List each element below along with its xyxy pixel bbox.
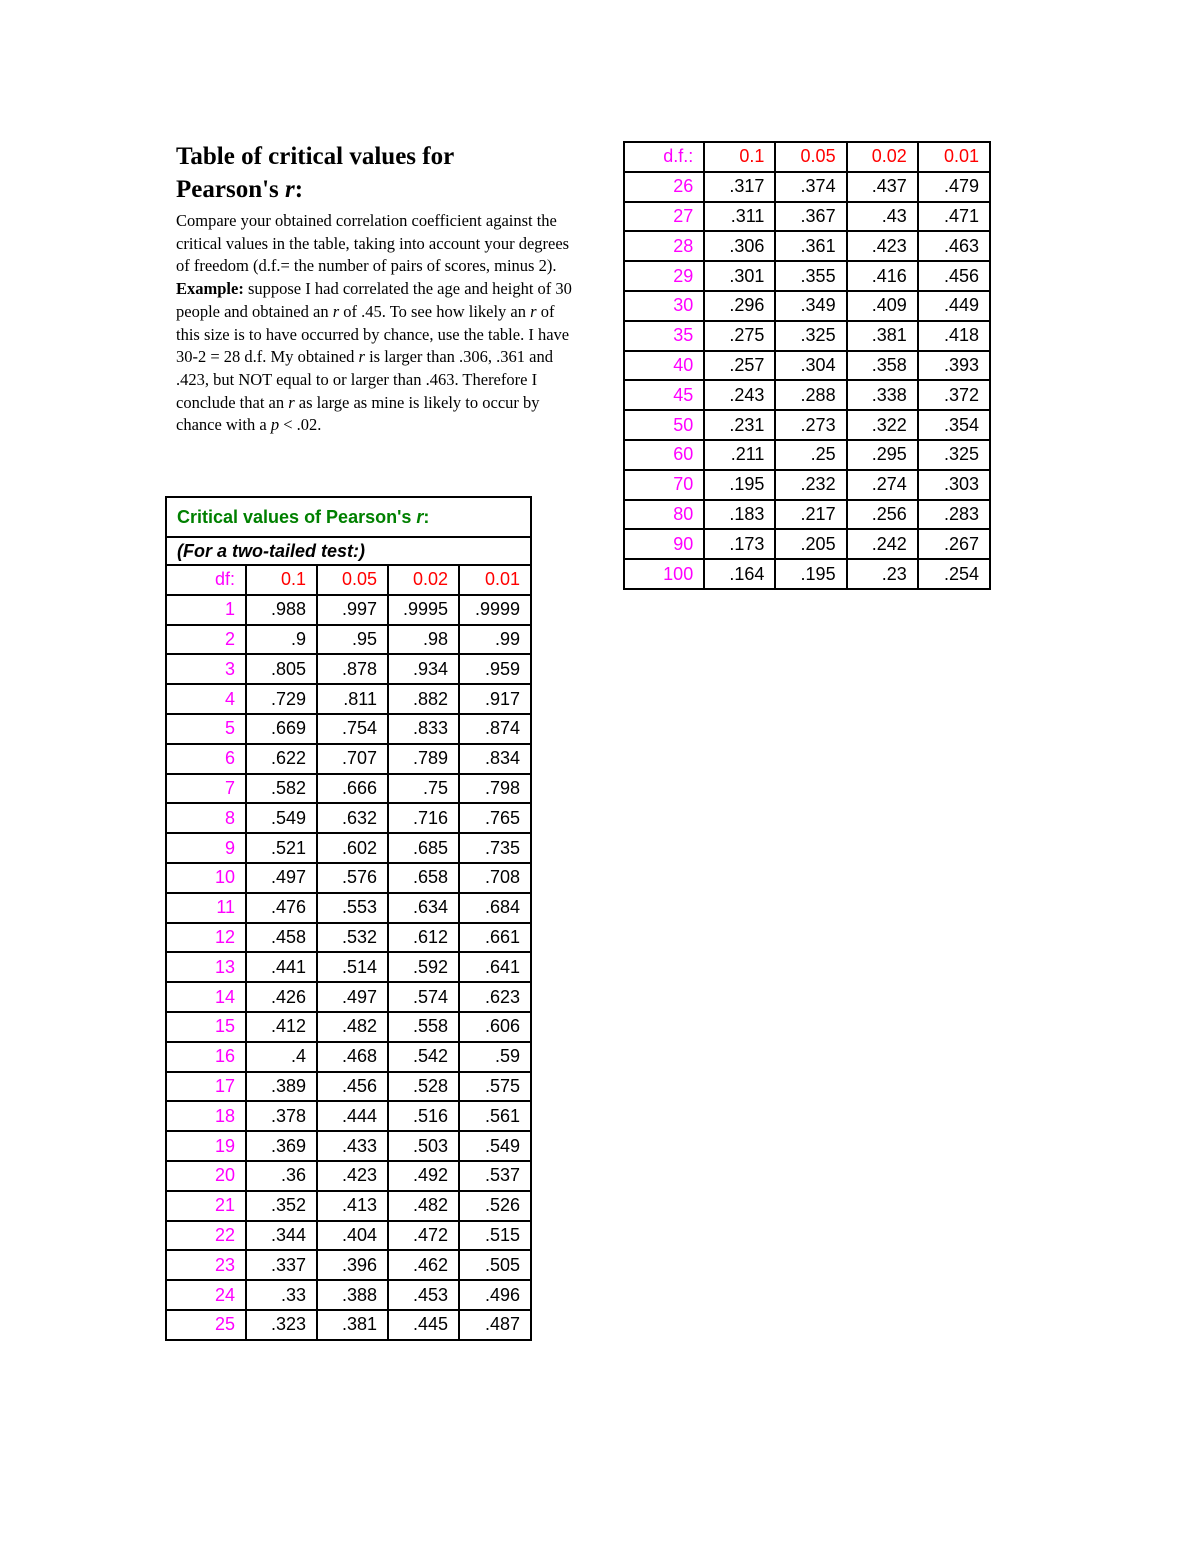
df-cell: 25 xyxy=(166,1310,246,1340)
critical-value-cell: .195 xyxy=(704,470,775,500)
critical-value-cell: .396 xyxy=(317,1250,388,1280)
header-row xyxy=(166,565,531,595)
example-text-f: < .02. xyxy=(279,415,322,435)
df-cell: 35 xyxy=(624,321,704,351)
critical-value-cell: .99 xyxy=(459,625,531,655)
table-row xyxy=(166,833,531,863)
critical-value-cell: .242 xyxy=(847,529,918,559)
table-row xyxy=(624,559,990,589)
critical-value-cell: .934 xyxy=(388,654,459,684)
df-cell: 70 xyxy=(624,470,704,500)
critical-value-cell: .666 xyxy=(317,774,388,804)
critical-value-cell: .33 xyxy=(246,1280,317,1310)
critical-value-cell: .482 xyxy=(388,1191,459,1221)
critical-value-cell: .476 xyxy=(246,893,317,923)
critical-value-cell: .707 xyxy=(317,744,388,774)
alpha-header-cell: 0.02 xyxy=(847,142,918,172)
critical-value-cell: .98 xyxy=(388,625,459,655)
table-row xyxy=(166,952,531,982)
critical-value-cell: .521 xyxy=(246,833,317,863)
critical-value-cell: .295 xyxy=(847,440,918,470)
df-cell: 90 xyxy=(624,529,704,559)
critical-value-cell: .917 xyxy=(459,684,531,714)
table-row xyxy=(166,714,531,744)
table-row xyxy=(166,1221,531,1251)
table-row xyxy=(166,595,531,625)
example-r-4: r xyxy=(288,392,295,412)
critical-value-cell: .441 xyxy=(246,952,317,982)
alpha-header-cell: 0.05 xyxy=(775,142,846,172)
alpha-header-cell: 0.1 xyxy=(246,565,317,595)
critical-value-cell: .59 xyxy=(459,1042,531,1072)
alpha-header-cell: 0.01 xyxy=(459,565,531,595)
critical-value-cell: .471 xyxy=(918,202,990,232)
critical-value-cell: .304 xyxy=(775,351,846,381)
critical-value-cell: .389 xyxy=(246,1072,317,1102)
critical-value-cell: .211 xyxy=(704,440,775,470)
df-cell: 5 xyxy=(166,714,246,744)
table-row xyxy=(624,321,990,351)
critical-value-cell: .669 xyxy=(246,714,317,744)
critical-value-cell: .296 xyxy=(704,291,775,321)
critical-value-cell: .195 xyxy=(775,559,846,589)
intro-section xyxy=(176,140,576,437)
table-row xyxy=(166,1072,531,1102)
intro-text: Compare your obtained correlation coefficient against the critical values in the table, taking into account your degrees of freedom (d.f.= the number of pairs of scores, minus 2). xyxy=(176,211,570,276)
alpha-header-cell: 0.1 xyxy=(704,142,775,172)
df-cell: 24 xyxy=(166,1280,246,1310)
critical-value-cell: .497 xyxy=(317,982,388,1012)
critical-value-cell: .354 xyxy=(918,410,990,440)
df-cell: 7 xyxy=(166,774,246,804)
critical-value-cell: .798 xyxy=(459,774,531,804)
df-cell: 30 xyxy=(624,291,704,321)
critical-value-cell: .418 xyxy=(918,321,990,351)
header-row xyxy=(624,142,990,172)
table-row xyxy=(624,261,990,291)
df-cell: 29 xyxy=(624,261,704,291)
critical-value-cell: .487 xyxy=(459,1310,531,1340)
df-cell: 45 xyxy=(624,380,704,410)
critical-value-cell: .25 xyxy=(775,440,846,470)
critical-value-cell: .23 xyxy=(847,559,918,589)
critical-value-cell: .322 xyxy=(847,410,918,440)
df-cell: 1 xyxy=(166,595,246,625)
critical-value-cell: .355 xyxy=(775,261,846,291)
critical-value-cell: .374 xyxy=(775,172,846,202)
df-cell: 40 xyxy=(624,351,704,381)
critical-value-cell: .874 xyxy=(459,714,531,744)
df-cell: 13 xyxy=(166,952,246,982)
table-caption xyxy=(166,497,531,537)
example-p: p xyxy=(270,415,280,435)
df-cell: 12 xyxy=(166,923,246,953)
critical-value-cell: .575 xyxy=(459,1072,531,1102)
df-cell: 100 xyxy=(624,559,704,589)
critical-value-cell: .256 xyxy=(847,500,918,530)
critical-value-cell: .959 xyxy=(459,654,531,684)
df-cell: 11 xyxy=(166,893,246,923)
critical-value-cell: .532 xyxy=(317,923,388,953)
critical-value-cell: .9995 xyxy=(388,595,459,625)
table-row xyxy=(166,863,531,893)
df-cell: 21 xyxy=(166,1191,246,1221)
critical-value-cell: .549 xyxy=(459,1131,531,1161)
df-cell: 15 xyxy=(166,1012,246,1042)
df-cell: 28 xyxy=(624,231,704,261)
critical-value-cell: .622 xyxy=(246,744,317,774)
df-cell: 50 xyxy=(624,410,704,440)
example-r-3: r xyxy=(358,347,365,367)
df-cell: 14 xyxy=(166,982,246,1012)
df-cell: 4 xyxy=(166,684,246,714)
critical-value-cell: .716 xyxy=(388,803,459,833)
critical-value-cell: .433 xyxy=(317,1131,388,1161)
critical-value-cell: .526 xyxy=(459,1191,531,1221)
critical-value-cell: .288 xyxy=(775,380,846,410)
df-header-cell: d.f.: xyxy=(624,142,704,172)
df-cell: 9 xyxy=(166,833,246,863)
table-row xyxy=(624,470,990,500)
table-row xyxy=(624,351,990,381)
critical-value-cell: .205 xyxy=(775,529,846,559)
critical-value-cell: .257 xyxy=(704,351,775,381)
critical-value-cell: .456 xyxy=(918,261,990,291)
df-cell: 26 xyxy=(624,172,704,202)
table-row xyxy=(166,1101,531,1131)
critical-value-cell: .458 xyxy=(246,923,317,953)
critical-value-cell: .9999 xyxy=(459,595,531,625)
example-text-b: of .45. To see how likely an xyxy=(339,301,531,321)
df-cell: 27 xyxy=(624,202,704,232)
table-subcaption-row xyxy=(166,537,531,565)
table-row xyxy=(624,172,990,202)
critical-value-cell: .36 xyxy=(246,1161,317,1191)
critical-value-cell: .549 xyxy=(246,803,317,833)
critical-value-cell: .632 xyxy=(317,803,388,833)
critical-value-cell: .367 xyxy=(775,202,846,232)
critical-value-cell: .409 xyxy=(847,291,918,321)
critical-value-cell: .542 xyxy=(388,1042,459,1072)
critical-value-cell: .361 xyxy=(775,231,846,261)
critical-value-cell: .623 xyxy=(459,982,531,1012)
title-line-2-suffix: : xyxy=(294,176,304,203)
df-cell: 22 xyxy=(166,1221,246,1251)
table-row xyxy=(166,893,531,923)
critical-value-cell: .515 xyxy=(459,1221,531,1251)
critical-value-cell: .472 xyxy=(388,1221,459,1251)
critical-value-cell: .463 xyxy=(918,231,990,261)
table-row xyxy=(166,654,531,684)
critical-value-cell: .75 xyxy=(388,774,459,804)
critical-value-cell: .243 xyxy=(704,380,775,410)
table-subcaption: (For a two-tailed test:) xyxy=(166,537,531,565)
df-cell: 17 xyxy=(166,1072,246,1102)
critical-value-cell: .4 xyxy=(246,1042,317,1072)
critical-value-cell: .479 xyxy=(918,172,990,202)
critical-value-cell: .516 xyxy=(388,1101,459,1131)
df-cell: 60 xyxy=(624,440,704,470)
alpha-header-cell: 0.05 xyxy=(317,565,388,595)
critical-value-cell: .805 xyxy=(246,654,317,684)
critical-value-cell: .661 xyxy=(459,923,531,953)
table-row xyxy=(166,1250,531,1280)
table-row xyxy=(166,774,531,804)
df-cell: 2 xyxy=(166,625,246,655)
critical-value-cell: .337 xyxy=(246,1250,317,1280)
critical-value-cell: .173 xyxy=(704,529,775,559)
critical-value-cell: .997 xyxy=(317,595,388,625)
table-row xyxy=(624,440,990,470)
critical-value-cell: .393 xyxy=(918,351,990,381)
critical-value-cell: .283 xyxy=(918,500,990,530)
example-r-1: r xyxy=(332,301,340,321)
critical-value-cell: .468 xyxy=(317,1042,388,1072)
critical-value-cell: .658 xyxy=(388,863,459,893)
example-text-c: of this size is to have occurred by chance, use the table. I have 30-2 = 28 d.f. My obtained xyxy=(176,301,570,367)
critical-value-cell: .349 xyxy=(775,291,846,321)
critical-value-cell: .735 xyxy=(459,833,531,863)
table-row xyxy=(166,684,531,714)
caption-prefix: Critical values of Pearson's xyxy=(177,506,417,527)
df-cell: 23 xyxy=(166,1250,246,1280)
critical-value-cell: .423 xyxy=(847,231,918,261)
critical-value-cell: .43 xyxy=(847,202,918,232)
page-title xyxy=(176,140,576,206)
table-row xyxy=(624,500,990,530)
critical-value-cell: .878 xyxy=(317,654,388,684)
critical-value-cell: .789 xyxy=(388,744,459,774)
critical-value-cell: .352 xyxy=(246,1191,317,1221)
table-row xyxy=(624,529,990,559)
critical-values-table-right xyxy=(623,141,991,590)
critical-value-cell: .412 xyxy=(246,1012,317,1042)
critical-value-cell: .95 xyxy=(317,625,388,655)
df-cell: 8 xyxy=(166,803,246,833)
critical-value-cell: .503 xyxy=(388,1131,459,1161)
critical-value-cell: .634 xyxy=(388,893,459,923)
critical-value-cell: .708 xyxy=(459,863,531,893)
critical-value-cell: .592 xyxy=(388,952,459,982)
df-cell: 18 xyxy=(166,1101,246,1131)
table-row xyxy=(166,1310,531,1340)
table-row xyxy=(624,410,990,440)
table-row xyxy=(624,291,990,321)
critical-value-cell: .413 xyxy=(317,1191,388,1221)
critical-value-cell: .381 xyxy=(847,321,918,351)
critical-value-cell: .358 xyxy=(847,351,918,381)
df-header-cell: df: xyxy=(166,565,246,595)
critical-value-cell: .254 xyxy=(918,559,990,589)
critical-value-cell: .388 xyxy=(317,1280,388,1310)
critical-value-cell: .317 xyxy=(704,172,775,202)
table-row xyxy=(166,1161,531,1191)
critical-value-cell: .444 xyxy=(317,1101,388,1131)
critical-value-cell: .416 xyxy=(847,261,918,291)
critical-value-cell: .369 xyxy=(246,1131,317,1161)
critical-value-cell: .602 xyxy=(317,833,388,863)
critical-value-cell: .423 xyxy=(317,1161,388,1191)
df-cell: 16 xyxy=(166,1042,246,1072)
title-line-1: Table of critical values for xyxy=(176,143,455,170)
critical-value-cell: .217 xyxy=(775,500,846,530)
critical-value-cell: .449 xyxy=(918,291,990,321)
critical-value-cell: .273 xyxy=(775,410,846,440)
critical-value-cell: .574 xyxy=(388,982,459,1012)
df-cell: 80 xyxy=(624,500,704,530)
critical-value-cell: .437 xyxy=(847,172,918,202)
alpha-header-cell: 0.02 xyxy=(388,565,459,595)
critical-value-cell: .378 xyxy=(246,1101,317,1131)
critical-value-cell: .275 xyxy=(704,321,775,351)
critical-value-cell: .576 xyxy=(317,863,388,893)
intro-paragraph xyxy=(176,210,576,437)
critical-value-cell: .834 xyxy=(459,744,531,774)
critical-value-cell: .765 xyxy=(459,803,531,833)
critical-value-cell: .528 xyxy=(388,1072,459,1102)
critical-value-cell: .445 xyxy=(388,1310,459,1340)
critical-value-cell: .606 xyxy=(459,1012,531,1042)
caption-r-symbol: r xyxy=(416,506,424,527)
df-cell: 3 xyxy=(166,654,246,684)
df-cell: 10 xyxy=(166,863,246,893)
table-row xyxy=(166,1042,531,1072)
df-cell: 20 xyxy=(166,1161,246,1191)
critical-value-cell: .456 xyxy=(317,1072,388,1102)
critical-value-cell: .612 xyxy=(388,923,459,953)
critical-value-cell: .306 xyxy=(704,231,775,261)
critical-value-cell: .323 xyxy=(246,1310,317,1340)
critical-value-cell: .496 xyxy=(459,1280,531,1310)
title-r-symbol: r xyxy=(285,176,295,203)
table-row xyxy=(166,1280,531,1310)
critical-value-cell: .344 xyxy=(246,1221,317,1251)
critical-value-cell: .372 xyxy=(918,380,990,410)
table-row xyxy=(166,1012,531,1042)
critical-value-cell: .301 xyxy=(704,261,775,291)
critical-value-cell: .462 xyxy=(388,1250,459,1280)
critical-value-cell: .404 xyxy=(317,1221,388,1251)
critical-value-cell: .274 xyxy=(847,470,918,500)
table-row xyxy=(624,202,990,232)
critical-value-cell: .684 xyxy=(459,893,531,923)
critical-value-cell: .453 xyxy=(388,1280,459,1310)
critical-value-cell: .426 xyxy=(246,982,317,1012)
table-row xyxy=(166,625,531,655)
critical-value-cell: .9 xyxy=(246,625,317,655)
table-row xyxy=(624,231,990,261)
alpha-header-cell: 0.01 xyxy=(918,142,990,172)
critical-value-cell: .833 xyxy=(388,714,459,744)
table-row xyxy=(166,923,531,953)
table-row xyxy=(166,982,531,1012)
critical-value-cell: .381 xyxy=(317,1310,388,1340)
critical-value-cell: .582 xyxy=(246,774,317,804)
critical-value-cell: .685 xyxy=(388,833,459,863)
critical-value-cell: .311 xyxy=(704,202,775,232)
critical-value-cell: .514 xyxy=(317,952,388,982)
example-label: Example: xyxy=(176,279,244,299)
example-text-a: suppose I had correlated the age and height of 30 people and obtained an xyxy=(176,279,572,321)
example-text-e: as large as mine is likely to occur by chance with a xyxy=(176,392,540,435)
critical-value-cell: .338 xyxy=(847,380,918,410)
critical-value-cell: .553 xyxy=(317,893,388,923)
example-r-2: r xyxy=(530,301,537,321)
critical-value-cell: .505 xyxy=(459,1250,531,1280)
critical-value-cell: .537 xyxy=(459,1161,531,1191)
table-caption-row xyxy=(166,497,531,537)
critical-value-cell: .561 xyxy=(459,1101,531,1131)
table-row xyxy=(166,1131,531,1161)
critical-value-cell: .729 xyxy=(246,684,317,714)
critical-value-cell: .811 xyxy=(317,684,388,714)
critical-value-cell: .492 xyxy=(388,1161,459,1191)
critical-value-cell: .232 xyxy=(775,470,846,500)
example-text-d: is larger than .306, .361 and .423, but NOT equal to or larger than .463. Therefore I conclude that an xyxy=(176,347,553,412)
critical-value-cell: .164 xyxy=(704,559,775,589)
title-line-2-prefix: Pearson's xyxy=(176,176,286,203)
critical-value-cell: .482 xyxy=(317,1012,388,1042)
critical-value-cell: .325 xyxy=(918,440,990,470)
critical-value-cell: .988 xyxy=(246,595,317,625)
critical-value-cell: .882 xyxy=(388,684,459,714)
table-row xyxy=(624,380,990,410)
critical-value-cell: .303 xyxy=(918,470,990,500)
table-row xyxy=(166,803,531,833)
critical-value-cell: .267 xyxy=(918,529,990,559)
caption-suffix: : xyxy=(423,506,430,527)
critical-value-cell: .497 xyxy=(246,863,317,893)
table-row xyxy=(166,1191,531,1221)
table-row xyxy=(166,744,531,774)
df-cell: 19 xyxy=(166,1131,246,1161)
critical-value-cell: .558 xyxy=(388,1012,459,1042)
critical-value-cell: .754 xyxy=(317,714,388,744)
critical-value-cell: .641 xyxy=(459,952,531,982)
critical-value-cell: .231 xyxy=(704,410,775,440)
critical-value-cell: .325 xyxy=(775,321,846,351)
critical-value-cell: .183 xyxy=(704,500,775,530)
critical-values-table-left xyxy=(165,496,532,1341)
df-cell: 6 xyxy=(166,744,246,774)
